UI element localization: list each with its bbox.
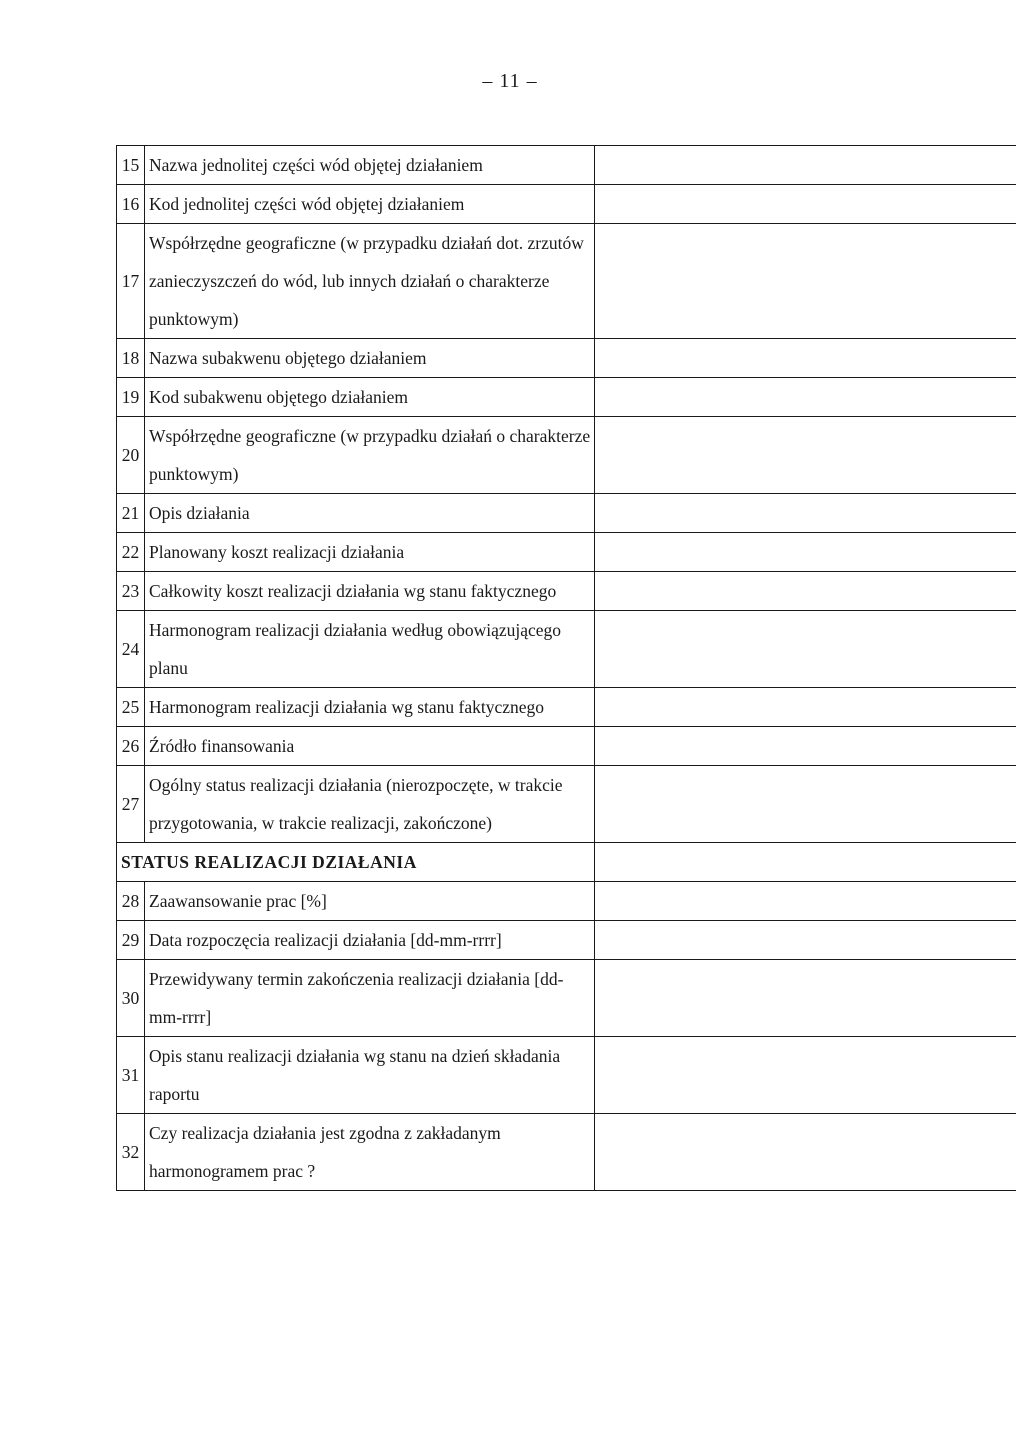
row-number: 21	[117, 494, 145, 533]
row-value-cell[interactable]	[595, 1037, 1016, 1114]
page-number: – 11 –	[482, 70, 538, 92]
row-label: Harmonogram realizacji działania według obowiązującego planu	[145, 611, 595, 688]
table-row	[117, 611, 1016, 688]
table-row	[117, 766, 1016, 843]
table-row	[117, 960, 1016, 1037]
row-label: Ogólny status realizacji działania (nierozpoczęte, w trakcie przygotowania, w trakcie realizacji, zakończone)	[145, 766, 595, 843]
row-number: 17	[117, 224, 145, 339]
table-row	[117, 224, 1016, 339]
row-number: 19	[117, 378, 145, 417]
table-row	[117, 882, 1016, 921]
row-value-cell[interactable]	[595, 727, 1016, 766]
section-heading-row	[117, 843, 1016, 882]
row-number: 28	[117, 882, 145, 921]
row-label: Czy realizacja działania jest zgodna z zakładanym harmonogramem prac ?	[145, 1114, 595, 1191]
row-value-cell[interactable]	[595, 339, 1016, 378]
row-value-cell[interactable]	[595, 378, 1016, 417]
table-row	[117, 378, 1016, 417]
section-heading: STATUS REALIZACJI DZIAŁANIA	[117, 843, 595, 882]
row-label: Opis działania	[145, 494, 595, 533]
row-number: 29	[117, 921, 145, 960]
row-value-cell[interactable]	[595, 766, 1016, 843]
row-number: 27	[117, 766, 145, 843]
row-value-cell[interactable]	[595, 572, 1016, 611]
table-row	[117, 185, 1016, 224]
table-row	[117, 339, 1016, 378]
row-value-cell[interactable]	[595, 1114, 1016, 1191]
row-number: 23	[117, 572, 145, 611]
table-row	[117, 146, 1016, 185]
row-label: Opis stanu realizacji działania wg stanu na dzień składania raportu	[145, 1037, 595, 1114]
section-heading-value-cell	[595, 843, 1016, 882]
row-label: Zaawansowanie prac [%]	[145, 882, 595, 921]
row-number: 18	[117, 339, 145, 378]
row-label: Współrzędne geograficzne (w przypadku działań o charakterze punktowym)	[145, 417, 595, 494]
row-number: 20	[117, 417, 145, 494]
row-label: Źródło finansowania	[145, 727, 595, 766]
table-row	[117, 1114, 1016, 1191]
table-row	[117, 921, 1016, 960]
row-label: Nazwa jednolitej części wód objętej działaniem	[145, 146, 595, 185]
row-number: 30	[117, 960, 145, 1037]
row-label: Przewidywany termin zakończenia realizacji działania [dd-mm-rrrr]	[145, 960, 595, 1037]
row-label: Data rozpoczęcia realizacji działania [dd-mm-rrrr]	[145, 921, 595, 960]
row-label: Całkowity koszt realizacji działania wg stanu faktycznego	[145, 572, 595, 611]
row-value-cell[interactable]	[595, 921, 1016, 960]
row-number: 15	[117, 146, 145, 185]
table-row	[117, 727, 1016, 766]
row-value-cell[interactable]	[595, 494, 1016, 533]
row-number: 16	[117, 185, 145, 224]
report-form-table	[116, 145, 1016, 1191]
row-value-cell[interactable]	[595, 417, 1016, 494]
row-value-cell[interactable]	[595, 533, 1016, 572]
row-number: 22	[117, 533, 145, 572]
row-number: 26	[117, 727, 145, 766]
table-row	[117, 688, 1016, 727]
table-row	[117, 494, 1016, 533]
table-row	[117, 533, 1016, 572]
row-value-cell[interactable]	[595, 611, 1016, 688]
row-number: 31	[117, 1037, 145, 1114]
row-label: Współrzędne geograficzne (w przypadku działań dot. zrzutów zanieczyszczeń do wód, lub innych działań o charakterze punktowym)	[145, 224, 595, 339]
row-value-cell[interactable]	[595, 146, 1016, 185]
row-label: Harmonogram realizacji działania wg stanu faktycznego	[145, 688, 595, 727]
row-label: Kod jednolitej części wód objętej działaniem	[145, 185, 595, 224]
row-value-cell[interactable]	[595, 688, 1016, 727]
table-row	[117, 417, 1016, 494]
row-label: Planowany koszt realizacji działania	[145, 533, 595, 572]
row-number: 32	[117, 1114, 145, 1191]
row-number: 25	[117, 688, 145, 727]
row-value-cell[interactable]	[595, 960, 1016, 1037]
row-value-cell[interactable]	[595, 224, 1016, 339]
row-label: Nazwa subakwenu objętego działaniem	[145, 339, 595, 378]
row-number: 24	[117, 611, 145, 688]
table-row	[117, 572, 1016, 611]
row-value-cell[interactable]	[595, 185, 1016, 224]
row-value-cell[interactable]	[595, 882, 1016, 921]
table-row	[117, 1037, 1016, 1114]
row-label: Kod subakwenu objętego działaniem	[145, 378, 595, 417]
